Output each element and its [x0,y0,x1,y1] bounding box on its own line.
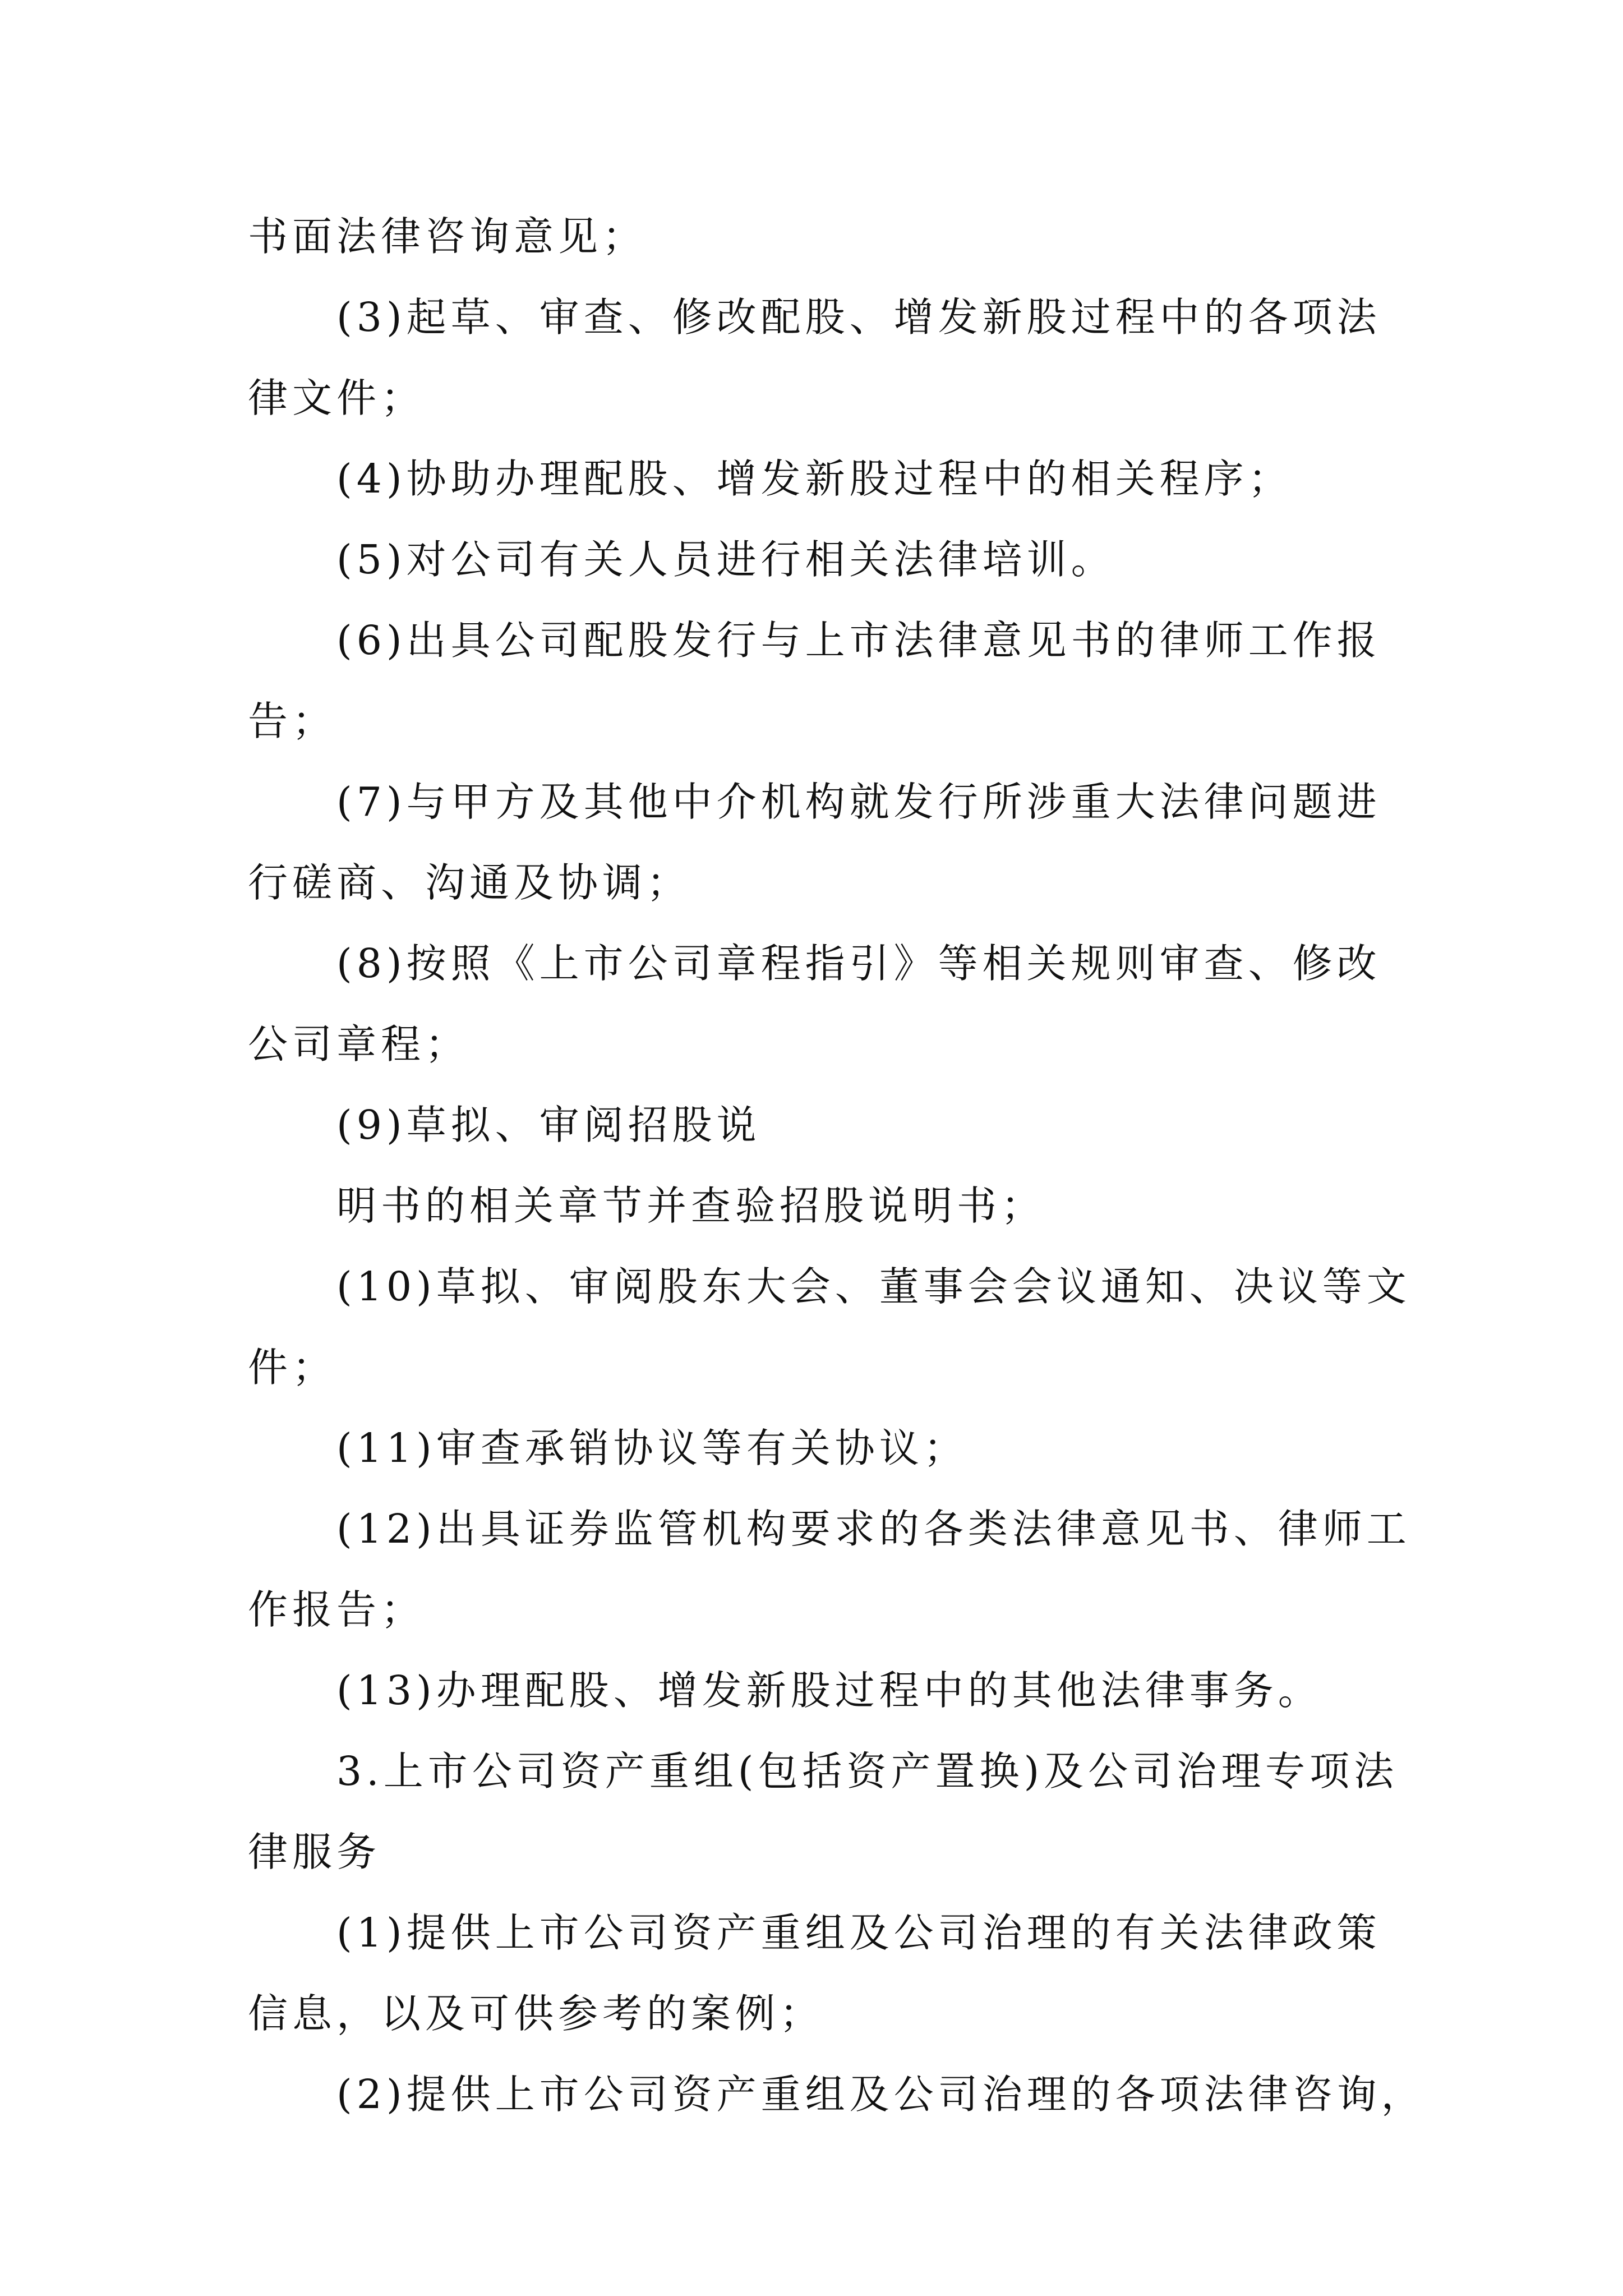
text-line: (1)提供上市公司资产重组及公司治理的有关法律政策 [336,1910,1381,1956]
text-line: 信息，以及可供参考的案例； [248,1990,824,2037]
text-line: 作报告； [248,1586,426,1633]
text-line: (10)草拟、审阅股东大会、董事会会议通知、决议等文 [336,1263,1411,1310]
text-line: (13)办理配股、增发新股过程中的其他法律事务。 [336,1667,1322,1714]
text-line: 行磋商、沟通及协调； [248,859,691,906]
text-line: (7)与甲方及其他中介机构就发行所涉重大法律问题进 [336,779,1381,825]
text-line: (8)按照《上市公司章程指引》等相关规则审查、修改 [336,940,1381,987]
text-line: 书面法律咨询意见； [248,213,647,260]
text-line: (6)出具公司配股发行与上市法律意见书的律师工作报 [336,617,1381,664]
text-line: (3)起草、审查、修改配股、增发新股过程中的各项法 [336,294,1381,341]
text-line: 明书的相关章节并查验招股说明书； [336,1182,1046,1229]
text-line: 律文件； [248,375,426,421]
text-line: (9)草拟、审阅招股说 [336,1102,761,1148]
text-line: 公司章程； [248,1021,470,1068]
text-line: 告； [248,698,337,744]
text-line: (4)协助办理配股、增发新股过程中的相关程序； [336,455,1293,502]
text-line: 件； [248,1344,337,1391]
text-line: (12)出具证券监管机构要求的各类法律意见书、律师工 [336,1506,1411,1552]
text-line: 3.上市公司资产重组(包括资产置换)及公司治理专项法 [336,1748,1399,1795]
text-line: (2)提供上市公司资产重组及公司治理的各项法律咨询， [336,2071,1426,2118]
text-line: 律服务 [248,1829,381,1875]
text-line: (5)对公司有关人员进行相关法律培训。 [336,536,1115,583]
text-line: (11)审查承销协议等有关协议； [336,1425,968,1471]
